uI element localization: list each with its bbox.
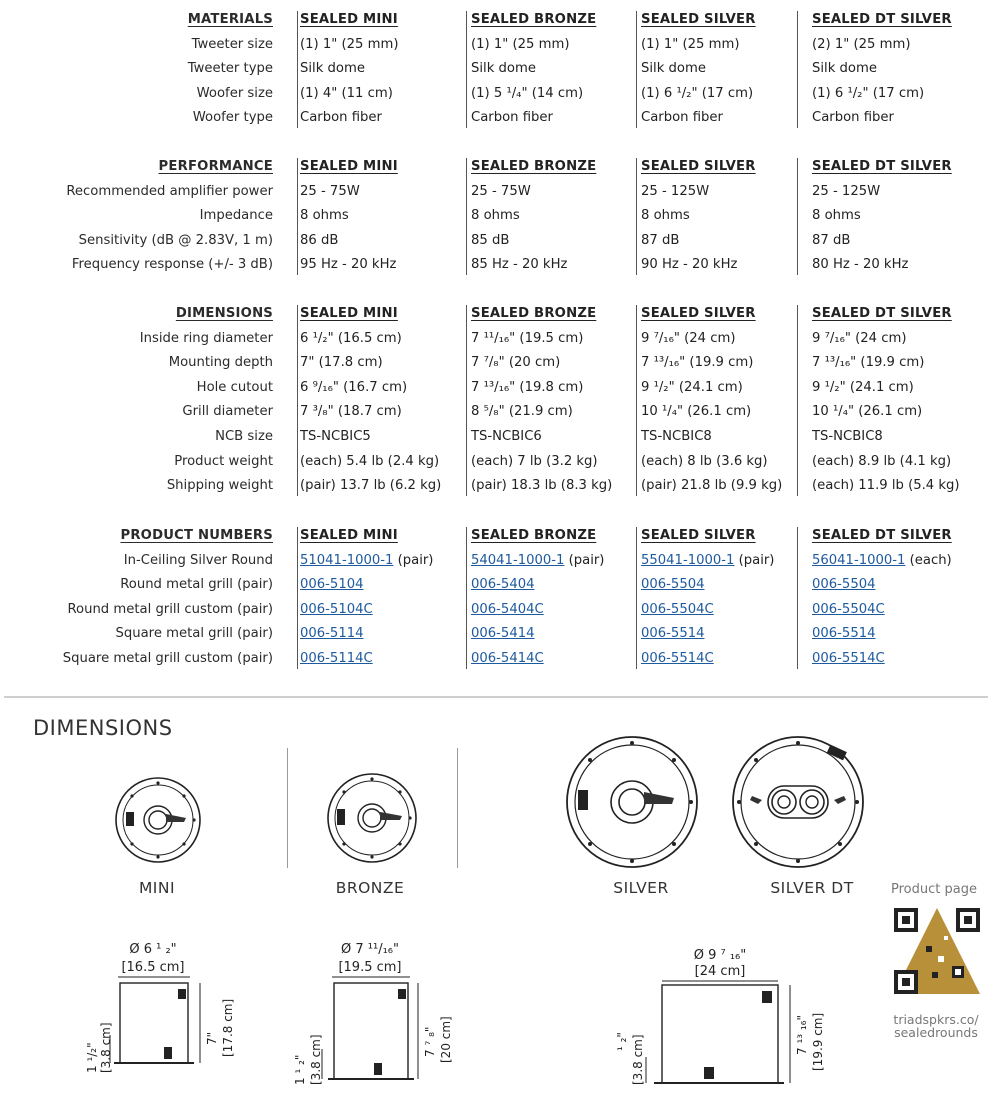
part-number-link[interactable]: 006-5404C: [471, 601, 544, 617]
part-number-suffix: (pair): [734, 552, 775, 568]
part-number-suffix: (pair): [564, 552, 605, 568]
spec-label: In-Ceiling Silver Round: [123, 552, 273, 568]
caption-bronze: BRONZE: [335, 879, 405, 897]
spec-value: [471, 647, 544, 671]
spec-label: Inside ring diameter: [139, 330, 273, 346]
column-divider: [797, 527, 798, 669]
spec-label: Product weight: [174, 453, 273, 469]
spec-label: Grill diameter: [182, 404, 273, 420]
spec-value: 9 ¹/₂" (24.1 cm): [641, 379, 743, 395]
spec-value: [812, 622, 876, 646]
spec-label: NCB size: [215, 429, 273, 444]
spec-value: [300, 573, 364, 597]
column-divider: [297, 11, 298, 128]
column-divider: [636, 11, 637, 128]
mini-depth-label: 7": [205, 1031, 219, 1045]
spec-row: [0, 204, 1000, 228]
spec-row: [0, 57, 1000, 81]
bronze-front-view: [326, 772, 418, 864]
spec-value: 8 ohms: [641, 208, 690, 224]
spec-row: [0, 106, 1000, 130]
spec-value: 8 ohms: [812, 208, 861, 224]
spec-value: 7 ¹³/₁₆" (19.8 cm): [471, 379, 584, 395]
bronze-diameter-label: Ø 7 ¹¹/₁₆": [341, 942, 399, 957]
spec-row: [0, 425, 1000, 449]
spec-row: [0, 598, 1000, 622]
spec-value: 25 - 75W: [471, 183, 531, 199]
model-header: SEALED MINI: [300, 528, 398, 543]
spec-value: (1) 1" (25 mm): [471, 36, 570, 52]
section-title: PRODUCT NUMBERS: [120, 528, 273, 543]
spec-value: Carbon fiber: [471, 110, 553, 126]
spec-value: [641, 549, 774, 573]
qr-code[interactable]: [892, 906, 982, 996]
spec-value: [471, 573, 535, 597]
section-header-row: [0, 155, 1000, 179]
column-divider: [636, 527, 637, 669]
spec-value: 25 - 125W: [641, 183, 710, 199]
bronze-depth-cm: [20 cm]: [439, 1016, 453, 1063]
part-number-link[interactable]: 006-5514C: [812, 651, 885, 666]
silver-lip-label: ¹ ₂": [615, 1032, 629, 1051]
column-divider: [297, 158, 298, 275]
spec-value: 86 dB: [300, 232, 339, 248]
part-number-link[interactable]: 006-5414: [471, 626, 535, 642]
qr-url-line1: triadspkrs.co/: [893, 1012, 979, 1027]
spec-value: (1) 5 ¹/₄" (14 cm): [471, 85, 584, 101]
bronze-depth-label: 7 ⁷ ₈": [423, 1026, 437, 1057]
spec-value: Silk dome: [812, 61, 877, 77]
spec-value: 9 ⁷/₁₆" (24 cm): [641, 330, 736, 346]
part-number-link[interactable]: 54041-1000-1: [471, 552, 565, 568]
part-number-link[interactable]: 006-5504C: [641, 601, 714, 617]
spec-value: (pair) 21.8 lb (9.9 kg): [641, 478, 783, 494]
spec-value: [812, 573, 876, 597]
spec-label: Woofer size: [196, 85, 273, 101]
spec-value: 10 ¹/₄" (26.1 cm): [641, 404, 752, 420]
separator: [287, 748, 288, 868]
spec-row: [0, 474, 1000, 498]
mini-depth-cm: [17.8 cm]: [221, 998, 235, 1057]
spec-value: (pair) 18.3 lb (8.3 kg): [471, 478, 613, 494]
spec-value: Silk dome: [471, 61, 536, 77]
qr-url-line2: sealedrounds: [894, 1025, 978, 1040]
spec-value: (pair) 13.7 lb (6.2 kg): [300, 478, 442, 494]
column-divider: [466, 527, 467, 669]
column-divider: [797, 158, 798, 275]
model-header: SEALED MINI: [300, 159, 398, 174]
spec-label: Hole cutout: [196, 379, 273, 395]
model-header: SEALED BRONZE: [471, 306, 597, 321]
section-title: MATERIALS: [187, 12, 273, 27]
spec-label: Tweeter size: [191, 36, 273, 52]
spec-value: TS-NCBIC8: [812, 429, 883, 444]
caption-mini: MINI: [138, 879, 176, 897]
spec-value: 90 Hz - 20 kHz: [641, 257, 738, 273]
column-divider: [636, 305, 637, 496]
qr-url[interactable]: [886, 1013, 986, 1039]
spec-row: [0, 647, 1000, 671]
section-header-row: [0, 524, 1000, 548]
spec-row: [0, 622, 1000, 646]
mini-side-view: [80, 935, 260, 1103]
model-header: SEALED SILVER: [641, 12, 756, 27]
part-number-link[interactable]: 56041-1000-1: [812, 552, 906, 568]
spec-value: (1) 6 ¹/₂" (17 cm): [812, 85, 925, 101]
mini-diameter-label: Ø 6 ¹ ₂": [129, 942, 177, 957]
spec-value: (each) 11.9 lb (5.4 kg): [812, 478, 960, 494]
spec-value: (each) 5.4 lb (2.4 kg): [300, 453, 440, 469]
model-header: SEALED DT SILVER: [812, 159, 952, 174]
part-number-link[interactable]: 51041-1000-1: [300, 552, 394, 568]
spec-value: 6 ⁹/₁₆" (16.7 cm): [300, 379, 408, 395]
spec-value: 9 ¹/₂" (24.1 cm): [812, 379, 914, 395]
column-divider: [466, 305, 467, 496]
spec-value: (2) 1" (25 mm): [812, 36, 911, 52]
spec-value: [471, 598, 544, 622]
part-number-link[interactable]: 006-5114: [300, 626, 364, 642]
spec-row: [0, 400, 1000, 424]
part-number-link[interactable]: 006-5114C: [300, 651, 373, 666]
spec-value: [300, 622, 364, 646]
model-header: SEALED SILVER: [641, 159, 756, 174]
model-header: SEALED DT SILVER: [812, 12, 952, 27]
column-divider: [636, 158, 637, 275]
spec-value: 25 - 125W: [812, 183, 881, 199]
mini-lip-cm: [3.8 cm]: [99, 1022, 113, 1073]
spec-value: Carbon fiber: [300, 110, 382, 126]
column-divider: [797, 305, 798, 496]
section-header-row: [0, 8, 1000, 32]
spec-row: [0, 351, 1000, 375]
part-number-link[interactable]: 55041-1000-1: [641, 552, 735, 568]
part-number-suffix: (each): [905, 552, 952, 568]
spec-value: 87 dB: [812, 232, 851, 248]
spec-label: Recommended amplifier power: [66, 183, 273, 199]
spec-value: TS-NCBIC8: [641, 429, 712, 444]
spec-value: (1) 4" (11 cm): [300, 85, 393, 101]
spec-label: Frequency response (+/- 3 dB): [71, 257, 273, 273]
spec-value: [471, 622, 535, 646]
spec-value: [812, 647, 885, 671]
spec-row: [0, 450, 1000, 474]
mini-lip-label: 1 ¹/₂": [85, 1042, 99, 1073]
part-number-link[interactable]: 006-5414C: [471, 651, 544, 666]
spec-value: Silk dome: [300, 61, 365, 77]
model-header: SEALED DT SILVER: [812, 306, 952, 321]
spec-row: [0, 33, 1000, 57]
bronze-side-view: [288, 935, 468, 1103]
mini-diameter-cm: [16.5 cm]: [121, 960, 185, 975]
model-header: SEALED DT SILVER: [812, 528, 952, 543]
section-divider: [4, 696, 988, 698]
part-number-link[interactable]: 006-5104C: [300, 601, 373, 617]
spec-value: [471, 549, 604, 573]
spec-row: [0, 180, 1000, 204]
part-number-link[interactable]: 006-5514C: [641, 651, 714, 666]
spec-label: Square metal grill custom (pair): [62, 651, 273, 666]
spec-value: (1) 1" (25 mm): [300, 36, 399, 52]
model-header: SEALED BRONZE: [471, 12, 597, 27]
spec-value: 10 ¹/₄" (26.1 cm): [812, 404, 923, 420]
silver-dt-front-view: [730, 734, 866, 870]
spec-value: [641, 598, 714, 622]
part-number-link[interactable]: 006-5404: [471, 577, 535, 593]
silver-depth-label: 7 ¹³ ₁₆": [795, 1014, 809, 1055]
section-title: DIMENSIONS: [175, 306, 273, 321]
spec-value: [641, 573, 705, 597]
silver-side-view: [612, 935, 852, 1103]
spec-value: [641, 647, 714, 671]
spec-label: Impedance: [199, 208, 273, 224]
caption-silver: SILVER: [613, 879, 669, 897]
spec-value: Carbon fiber: [812, 110, 894, 126]
spec-value: TS-NCBIC5: [300, 429, 371, 444]
spec-row: [0, 82, 1000, 106]
model-header: SEALED BRONZE: [471, 159, 597, 174]
spec-value: 7 ¹³/₁₆" (19.9 cm): [641, 355, 754, 371]
spec-label: Shipping weight: [166, 478, 273, 494]
spec-label: Woofer type: [192, 110, 273, 126]
spec-value: 7 ³/₈" (18.7 cm): [300, 404, 402, 420]
column-divider: [466, 158, 467, 275]
spec-label: Mounting depth: [168, 355, 273, 371]
spec-value: 7 ¹³/₁₆" (19.9 cm): [812, 355, 925, 371]
column-divider: [297, 305, 298, 496]
column-divider: [297, 527, 298, 669]
spec-value: (each) 8 lb (3.6 kg): [641, 453, 768, 469]
spec-row: [0, 376, 1000, 400]
spec-value: 85 dB: [471, 232, 510, 248]
spec-value: [300, 647, 373, 671]
spec-value: [812, 549, 952, 573]
spec-value: (each) 7 lb (3.2 kg): [471, 453, 598, 469]
silver-diameter-cm: [24 cm]: [694, 964, 746, 979]
model-header: SEALED SILVER: [641, 306, 756, 321]
spec-label: Sensitivity (dB @ 2.83V, 1 m): [78, 232, 273, 248]
spec-value: (each) 8.9 lb (4.1 kg): [812, 453, 952, 469]
spec-label: Round metal grill (pair): [120, 577, 273, 593]
dimensions-title: DIMENSIONS: [33, 716, 173, 740]
spec-value: (1) 6 ¹/₂" (17 cm): [641, 85, 754, 101]
spec-label: Tweeter type: [187, 61, 273, 77]
spec-row: [0, 229, 1000, 253]
spec-value: 8 ohms: [300, 208, 349, 224]
silver-diameter-label: Ø 9 ⁷ ₁₆": [693, 948, 747, 963]
spec-value: 7" (17.8 cm): [300, 355, 383, 371]
spec-value: 87 dB: [641, 232, 680, 248]
bronze-diameter-cm: [19.5 cm]: [338, 960, 402, 975]
column-divider: [797, 11, 798, 128]
model-header: SEALED MINI: [300, 306, 398, 321]
part-number-link[interactable]: 006-5104: [300, 577, 364, 593]
spec-row: [0, 327, 1000, 351]
part-number-link[interactable]: 006-5514: [641, 626, 705, 642]
part-number-link[interactable]: 006-5504: [641, 577, 705, 593]
section-title: PERFORMANCE: [158, 159, 273, 174]
part-number-link[interactable]: 006-5504: [812, 577, 876, 593]
spec-value: 25 - 75W: [300, 183, 360, 199]
spec-value: Silk dome: [641, 61, 706, 77]
caption-silver-dt: SILVER DT: [770, 879, 854, 897]
spec-value: 95 Hz - 20 kHz: [300, 257, 397, 273]
spec-value: [812, 598, 885, 622]
spec-value: TS-NCBIC6: [471, 429, 542, 444]
spec-value: 80 Hz - 20 kHz: [812, 257, 909, 273]
separator: [457, 748, 458, 868]
section-header-row: [0, 302, 1000, 326]
mini-front-view: [114, 776, 202, 864]
spec-value: [300, 598, 373, 622]
model-header: SEALED MINI: [300, 12, 398, 27]
spec-value: 85 Hz - 20 kHz: [471, 257, 568, 273]
spec-value: 9 ⁷/₁₆" (24 cm): [812, 330, 907, 346]
spec-value: 6 ¹/₂" (16.5 cm): [300, 330, 402, 346]
part-number-suffix: (pair): [393, 552, 434, 568]
spec-row: [0, 573, 1000, 597]
spec-value: 7 ⁷/₈" (20 cm): [471, 355, 561, 371]
spec-value: Carbon fiber: [641, 110, 723, 126]
part-number-link[interactable]: 006-5504C: [812, 601, 885, 617]
spec-label: Round metal grill custom (pair): [67, 601, 273, 617]
silver-lip-cm: [3.8 cm]: [631, 1034, 645, 1085]
bronze-lip-cm: [3.8 cm]: [309, 1034, 323, 1085]
column-divider: [466, 11, 467, 128]
model-header: SEALED SILVER: [641, 528, 756, 543]
spec-row: [0, 253, 1000, 277]
silver-front-view: [564, 734, 700, 870]
spec-value: (1) 1" (25 mm): [641, 36, 740, 52]
part-number-link[interactable]: 006-5514: [812, 626, 876, 642]
spec-value: 8 ⁵/₈" (21.9 cm): [471, 404, 573, 420]
spec-label: Square metal grill (pair): [115, 626, 273, 642]
qr-label: Product page: [891, 882, 977, 897]
model-header: SEALED BRONZE: [471, 528, 597, 543]
spec-value: 8 ohms: [471, 208, 520, 224]
silver-depth-cm: [19.9 cm]: [811, 1012, 825, 1071]
bronze-lip-label: 1 ¹ ₂": [293, 1054, 307, 1085]
spec-value: [300, 549, 433, 573]
spec-value: 7 ¹¹/₁₆" (19.5 cm): [471, 330, 584, 346]
spec-value: [641, 622, 705, 646]
spec-row: [0, 549, 1000, 573]
